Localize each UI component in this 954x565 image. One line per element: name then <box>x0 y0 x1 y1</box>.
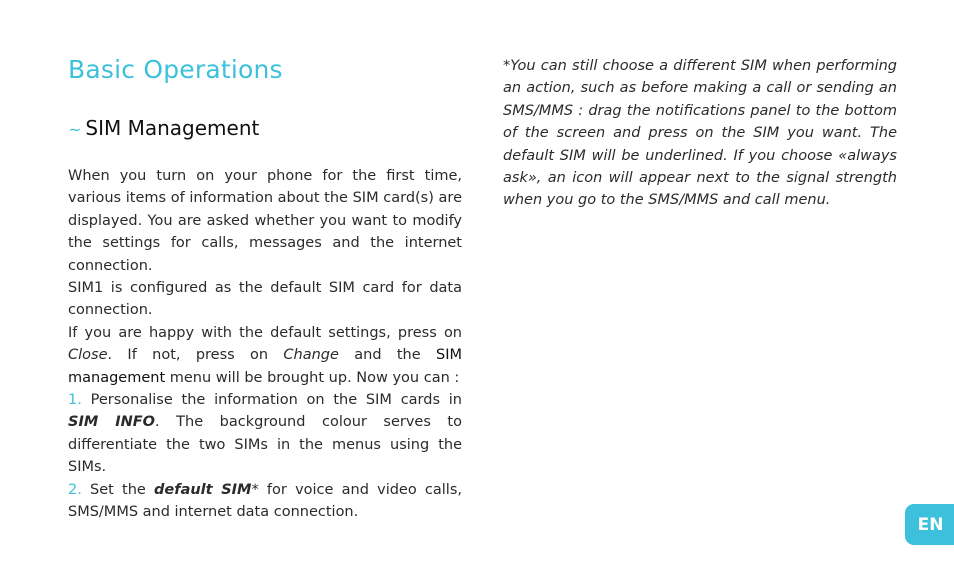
item2-text-b: * for voice and video calls, SMS/MMS and internet data connection. <box>68 481 462 521</box>
section-heading <box>68 116 259 140</box>
options-text-c: and the <box>338 347 436 364</box>
page-title: Basic Operations <box>68 55 283 84</box>
options-text-a: If you are happy with the default settings, press on <box>68 324 462 341</box>
intro-paragraph: When you turn on your phone for the first time, various items of information about the SIM card(s) are displayed. You are asked whether you want to modify the settings for calls, messages and the internet connection. <box>68 168 462 274</box>
default-sim-term: default SIM <box>154 481 252 498</box>
item1-text-a: Personalise the information on the SIM cards in <box>81 392 462 409</box>
sim-management-menu-name: SIM management <box>68 347 462 386</box>
close-option: Close <box>68 347 108 364</box>
tilde-mark: ~ <box>68 120 82 139</box>
section-heading-text: SIM Management <box>85 116 260 140</box>
list-item-2 <box>68 479 462 524</box>
item1-text-b: . The background colour serves to differentiate the two SIMs in the menus using the SIMs. <box>68 414 462 476</box>
list-number-1: 1. <box>68 392 82 409</box>
item2-text-a: Set the <box>81 481 155 498</box>
list-number-2: 2. <box>68 481 82 498</box>
change-option: Change <box>283 347 339 364</box>
options-paragraph <box>68 322 462 389</box>
sim1-paragraph: SIM1 is configured as the default SIM card for data connection. <box>68 280 462 319</box>
options-text-b: . If not, press on <box>107 347 284 364</box>
list-item-1 <box>68 389 462 479</box>
left-column <box>68 165 462 524</box>
footnote-paragraph: *You can still choose a different SIM when performing an action, such as before making a call or sending an SMS/MMS : drag the notifications panel to the bottom of the screen and press on the SIM you want. The default SIM will be underlined. If you choose «always ask», an icon will appear next to the signal strength when you go to the SMS/MMS and call menu. <box>503 58 897 209</box>
options-text-d: menu will be brought up. Now you can : <box>165 369 460 386</box>
sim-info-term: SIM INFO <box>68 414 156 431</box>
language-tab: EN <box>905 504 954 545</box>
